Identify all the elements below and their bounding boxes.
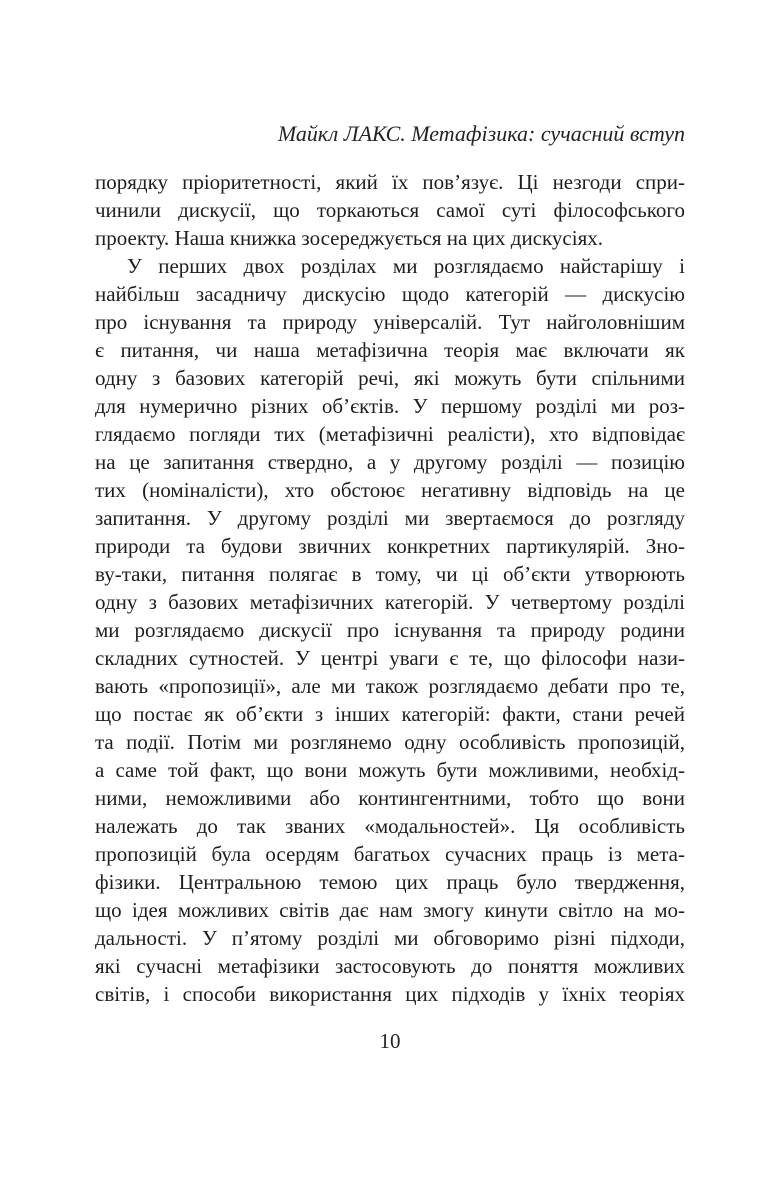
text-line: на це запитання ствердно, а у другому розділі — позицію (95, 450, 685, 474)
text-line: є питання, чи наша метафізична теорія має включати як (95, 338, 685, 362)
text-line: фізики. Центральною темою цих праць було твердження, (95, 870, 685, 894)
text-line: що ідея можливих світів дає нам змогу кинути світло на мо- (95, 898, 685, 922)
text-line: порядку пріоритетності, який їх пов’язує. Ці незгоди спри- (95, 170, 685, 194)
text-line: проекту. Наша книжка зосереджується на цих дискусіях. (95, 226, 603, 250)
running-header: Майкл ЛАКС. Метафізика: сучасний вступ (277, 121, 685, 146)
text-line: які сучасні метафізики застосовують до поняття можливих (95, 954, 685, 978)
text-line: одну з базових категорій речі, які можуть бути спільними (95, 366, 685, 390)
text-line: запитання. У другому розділі ми звертаємося до розгляду (95, 506, 685, 530)
text-line: ми розглядаємо дискусії про існування та природу родини (95, 618, 685, 642)
text-line: чинили дискусії, що торкаються самої суті філософського (95, 198, 685, 222)
text-line: а саме той факт, що вони можуть бути можливими, необхід- (95, 758, 685, 782)
text-line: належать до так званих «модальностей». Ця особливість (95, 814, 685, 838)
text-line: вають «пропозиції», але ми також розглядаємо дебати про те, (95, 674, 685, 698)
text-line: про існування та природу універсалій. Тут найголовнішим (95, 310, 685, 334)
text-line: світів, і способи використання цих підходів у їхніх теоріях (95, 982, 685, 1006)
text-line: найбільш засадничу дискусію щодо категорій — дискусію (95, 282, 685, 306)
text-line: ними, неможливими або контингентними, тобто що вони (95, 786, 685, 810)
text-line: дальності. У п’ятому розділі ми обговоримо різні підходи, (95, 926, 685, 950)
text-line: природи та будови звичних конкретних партикулярій. Зно- (95, 534, 685, 558)
text-line: У перших двох розділах ми розглядаємо найстарішу і (127, 254, 685, 278)
text-line: що постає як об’єкти з інших категорій: факти, стани речей (95, 702, 685, 726)
text-line: складних сутностей. У центрі уваги є те, що філософи нази- (95, 646, 685, 670)
page-number: 10 (379, 1029, 401, 1053)
body-text (95, 168, 685, 1008)
text-line: пропозицій була осердям багатьох сучасних праць із мета- (95, 842, 685, 866)
text-line: одну з базових метафізичних категорій. У четвертому розділі (95, 590, 685, 614)
text-line: тих (номіналісти), хто обстоює негативну відповідь на це (95, 478, 685, 502)
text-line: та події. Потім ми розглянемо одну особливість пропозицій, (95, 730, 685, 754)
text-line: ву-таки, питання полягає в тому, чи ці об’єкти утворюють (95, 562, 685, 586)
text-line: глядаємо погляди тих (метафізичні реалісти), хто відповідає (95, 422, 685, 446)
text-line: для нумерично різних об’єктів. У першому розділі ми роз- (95, 394, 685, 418)
